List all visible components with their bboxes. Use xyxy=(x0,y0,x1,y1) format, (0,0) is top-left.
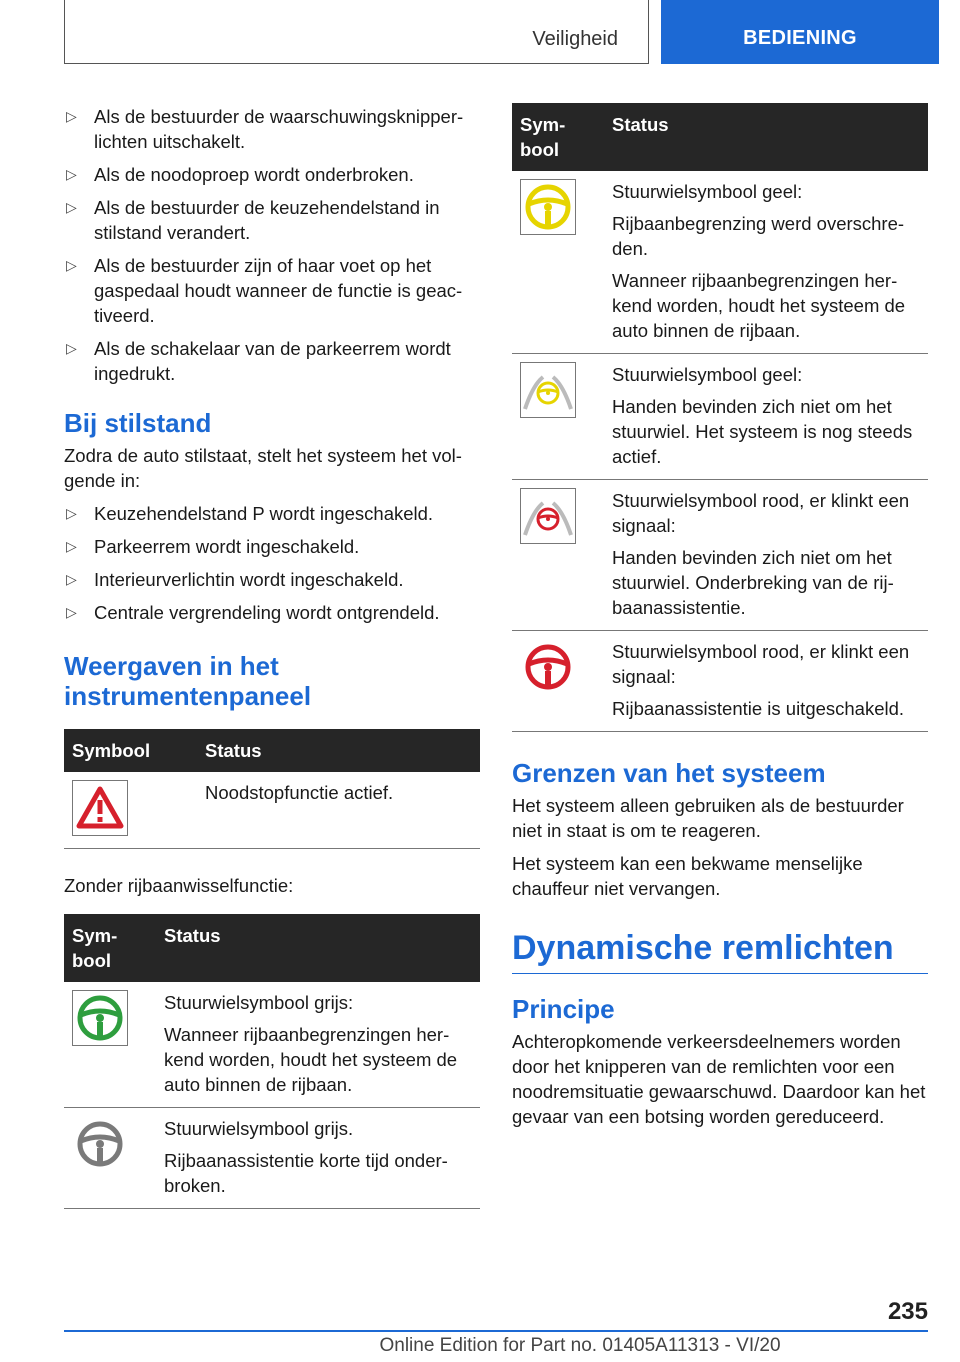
heading-principe: Principe xyxy=(512,994,615,1024)
symbol-table-grey xyxy=(64,914,480,1209)
edition-text: Online Edition for Part no. 01405A11313 - VI/20 xyxy=(379,1335,781,1356)
heading-weergaven: Weergaven in het instrumentenpaneel xyxy=(64,651,312,711)
table-row xyxy=(512,480,928,631)
list-item: ▷ Centrale vergrendeling wordt ontgrendeld. xyxy=(64,600,480,625)
col-symbol-header: Symbool xyxy=(512,103,604,171)
status-text: Stuurwielsymbool grijs. xyxy=(164,1117,354,1139)
status-text: Stuurwielsymbool geel: xyxy=(612,364,803,385)
status-text: Wanneer rijbaanbegrenzingen herkend worden, houdt het systeem de auto binnen de rijbaan. xyxy=(612,270,906,341)
grenzen-paragraph-2: Het systeem kan een bekwame menselijke chauffeur niet vervangen. xyxy=(512,853,863,899)
table-row xyxy=(64,982,480,1108)
bullet-list-top xyxy=(64,104,480,386)
steering-wheel-yellow-lanes-icon xyxy=(520,362,576,418)
table-header-row xyxy=(512,103,928,171)
table-row xyxy=(64,772,480,848)
warning-triangle-icon xyxy=(72,780,128,836)
status-text: Handen bevinden zich niet om het stuurwiel. Onderbreking van de rijbaanassistentie. xyxy=(612,547,894,618)
section-title: Veiligheid xyxy=(532,28,618,50)
bullet-list-stilstand xyxy=(64,501,480,625)
heading-grenzen: Grenzen van het systeem xyxy=(512,758,826,788)
grenzen-paragraph-1: Het systeem alleen gebruiken als de bestuurder niet in staat is om te reageren. xyxy=(512,795,904,841)
table-header-row xyxy=(64,914,480,982)
status-text: Wanneer rijbaanbegrenzingen herkend worden, houdt het systeem de auto binnen de rijbaan. xyxy=(164,1023,458,1095)
col-status-header: Status xyxy=(197,729,480,772)
table-row xyxy=(64,1107,480,1208)
page-number: 235 xyxy=(887,1298,928,1325)
col-symbol-header: Symbool xyxy=(64,729,197,772)
table-row xyxy=(512,354,928,480)
steering-wheel-yellow-icon xyxy=(520,179,576,235)
list-item: ▷ Als de schakelaar van de parkeerrem wordt ingedrukt. xyxy=(64,336,480,386)
status-text: Noodstopfunctie actief. xyxy=(205,782,394,803)
chapter-tab[interactable] xyxy=(661,0,939,64)
status-text: Rijbaanbegrenzing werd overschreden. xyxy=(612,213,905,259)
col-status-header: Status xyxy=(604,103,928,171)
list-item: ▷ Als de bestuurder de waarschuwingsknipperlichten uitschakelt. xyxy=(64,104,480,154)
zonder-label: Zonder rijbaanwisselfunctie: xyxy=(64,874,294,896)
steering-wheel-green-icon xyxy=(72,990,128,1046)
table-row xyxy=(512,171,928,354)
list-item: ▷ Keuzehendelstand P wordt ingeschakeld. xyxy=(64,501,480,526)
list-item: ▷ Als de noodoproep wordt onderbroken. xyxy=(64,162,480,187)
table-header-row xyxy=(64,729,480,772)
chapter-label: BEDIENING xyxy=(743,26,857,49)
steering-wheel-grey-icon xyxy=(72,1116,128,1172)
list-item: ▷ Interieurverlichtin wordt ingeschakeld. xyxy=(64,567,480,592)
status-text: Rijbaanassistentie is uitgeschakeld. xyxy=(612,698,905,719)
symbol-table-yellow-red xyxy=(512,103,928,732)
status-text: Stuurwielsymbool grijs: xyxy=(164,991,354,1013)
list-item: ▷ Als de bestuurder de keuzehendelstand in stilstand verandert. xyxy=(64,195,480,245)
right-column xyxy=(512,103,928,1137)
left-column xyxy=(64,104,480,1209)
principe-paragraph: Achteropkomende verkeersdeelnemers worden door het knipperen van de remlichten voor een noodremsituatie gewaarschuwd. Daardoor kan het gevaar van een botsing worden gereduceerd. xyxy=(512,1031,926,1127)
col-symbol-header: Symbool xyxy=(64,914,156,982)
symbol-table-noodstop xyxy=(64,729,480,849)
footer-divider xyxy=(64,1330,928,1332)
status-text: Stuurwielsymbool rood, er klinkt een signaal: xyxy=(612,641,910,687)
status-text: Rijbaanassistentie korte tijd onderbroken. xyxy=(164,1149,448,1196)
stilstand-intro: Zodra de auto stilstaat, stelt het systeem het volgende in: xyxy=(64,445,462,491)
status-text: Stuurwielsymbool rood, er klinkt een signaal: xyxy=(612,490,910,536)
steering-wheel-red-icon xyxy=(520,639,576,695)
list-item: ▷ Als de bestuurder zijn of haar voet op het gaspedaal houdt wanneer de functie is geactiveerd. xyxy=(64,253,480,328)
status-text: Stuurwielsymbool geel: xyxy=(612,181,803,202)
col-status-header: Status xyxy=(156,914,480,982)
table-row xyxy=(512,631,928,732)
steering-wheel-red-lanes-icon xyxy=(520,488,576,544)
header-box xyxy=(64,0,649,64)
heading-bij-stilstand: Bij stilstand xyxy=(64,408,212,438)
status-text: Handen bevinden zich niet om het stuurwiel. Het systeem is nog steeds actief. xyxy=(612,396,913,467)
list-item: ▷ Parkeerrem wordt ingeschakeld. xyxy=(64,534,480,559)
heading-dynamische-remlichten: Dynamische remlichten xyxy=(512,927,928,974)
